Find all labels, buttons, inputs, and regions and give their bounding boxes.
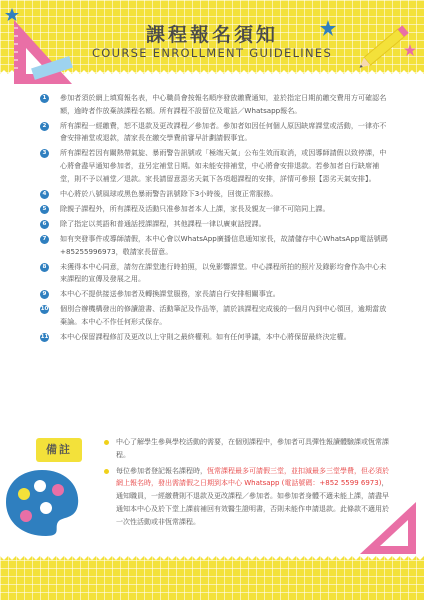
- list-item: [30, 120, 390, 145]
- list-item: [30, 331, 390, 344]
- rules-list: [30, 92, 390, 346]
- star-icon: [404, 44, 416, 56]
- rule-text: 所有課程若因有關熱帶氣旋、暴雨警告訊號或「極端天氣」公布生效而取消，或因導師請假以致停課，中心將會盡早通知參加者，並另定補堂日期。如未能安排補堂，中心將會安排退款。若參加者自行缺席補堂，則不予以補堂／退款。家長請留意惡劣天氣下各項超課程的安排，詳情可參照【惡劣天氣安排】。: [60, 148, 387, 183]
- list-item: [30, 147, 390, 185]
- page-title: 課程報名須知: [145, 24, 278, 46]
- remark-label: 備註: [36, 438, 82, 462]
- rule-text: 未獲得本中心同意，請勿在課堂進行時拍照，以免影響課堂。中心課程所拍的照片及錄影均會作為中心未來課程的宣傳及發展之用。: [60, 261, 387, 284]
- remark-highlight-text: 恆常課程最多可請假三堂，並扣減最多三堂學費，但必須於網上報名時，發出需請假之日期到本中心 Whatsapp (電話號碼：+852 5599 6973): [116, 466, 389, 488]
- number-badge: 7: [40, 235, 49, 244]
- rule-text: 參加者須於網上填寫報名表，中心職員會按報名順序發放繳費通知，並於指定日期前繳交費用方可確認名額，逾時者作放棄該課程名額。所有課程不設留位及電話／Whatsapp報名。: [60, 93, 387, 115]
- remark-text: ，通知職員，一經繳費則不退款及更改課程／參加者。如參加者身體不適未能上課，請盡早通知本中心及於下堂上課前補回有效醫生證明書，否則未能作申請退款。此條款不適用於一次性活動或非恆常課程。: [116, 479, 389, 526]
- bullet-dot: [104, 440, 109, 445]
- number-badge: 11: [40, 334, 49, 341]
- star-icon: [320, 20, 336, 36]
- star-icon: [5, 8, 19, 22]
- palette-icon: [2, 464, 82, 540]
- rule-text: 本中心保留課程修訂及更改以上守則之最終權利。如有任何爭議，本中心將保留最終決定權。: [60, 332, 351, 342]
- tape-icon: [30, 56, 76, 80]
- triangle-ruler-icon: [356, 498, 420, 558]
- number-badge: 4: [40, 190, 49, 199]
- remarks-list: [104, 436, 392, 532]
- bullet-dot: [104, 469, 109, 474]
- list-item: [30, 92, 390, 117]
- number-badge: 9: [40, 290, 49, 299]
- list-item: [30, 203, 390, 216]
- number-badge: 10: [40, 306, 49, 313]
- list-item: [30, 288, 390, 301]
- remark-text: 中心了解學生參與學校活動的需要，在個別課程中，參加者可具彈性報讀體驗課或恆常課程。: [116, 438, 389, 459]
- rule-text: 中心將於八號風球或黑色暴雨警告訊號除下3小時後，回復正常服務。: [60, 188, 278, 198]
- list-item: [30, 233, 390, 258]
- rule-text: 所有課程一經繳費，恕不退款及更改課程／參加者。參加者如因任何個人原因缺席課堂或活動，一律亦不會安排補堂或退款，請家長在繳交學費前審早計劃請假事宜。: [60, 120, 387, 143]
- rule-text: 本中心不提供接送參加者及轉換課堂服務，家長請自行安排相關事宜。: [60, 289, 280, 299]
- number-badge: 1: [40, 94, 49, 103]
- page-subtitle: COURSE ENROLLMENT GUIDELINES: [91, 46, 333, 60]
- rule-text: 除了指定以英語和普通話授課課程，其他課程一律以廣東話授課。: [60, 218, 266, 228]
- number-badge: 2: [40, 122, 49, 131]
- list-item: [30, 303, 390, 328]
- rule-text: 如有突發事件或導師請假，本中心會以WhatsApp廣播信息通知家長，故請儲存中心WhatsApp電話號碼+85255996973，敬請家長留意。: [60, 233, 388, 256]
- list-item: [104, 436, 392, 462]
- number-badge: 8: [40, 263, 49, 272]
- list-item: [30, 218, 390, 231]
- list-item: [30, 188, 390, 201]
- list-item: [104, 465, 392, 529]
- number-badge: 3: [40, 149, 49, 158]
- number-badge: 5: [40, 205, 49, 214]
- number-badge: 6: [40, 220, 49, 229]
- rule-text: 個別合辦機構發出的修讀證書、活動筆記及作品等，請於該課程完成後的一個月內到中心領回，逾期當放棄論。本中心不作任何形式保存。: [60, 304, 387, 326]
- remark-text: 每位參加者登記報名課程時，: [116, 466, 207, 475]
- rule-text: 除親子課程外，所有課程及活動只准參加者本人上課，家長及親友一律不可陪同上課。: [60, 203, 330, 213]
- list-item: [30, 261, 390, 286]
